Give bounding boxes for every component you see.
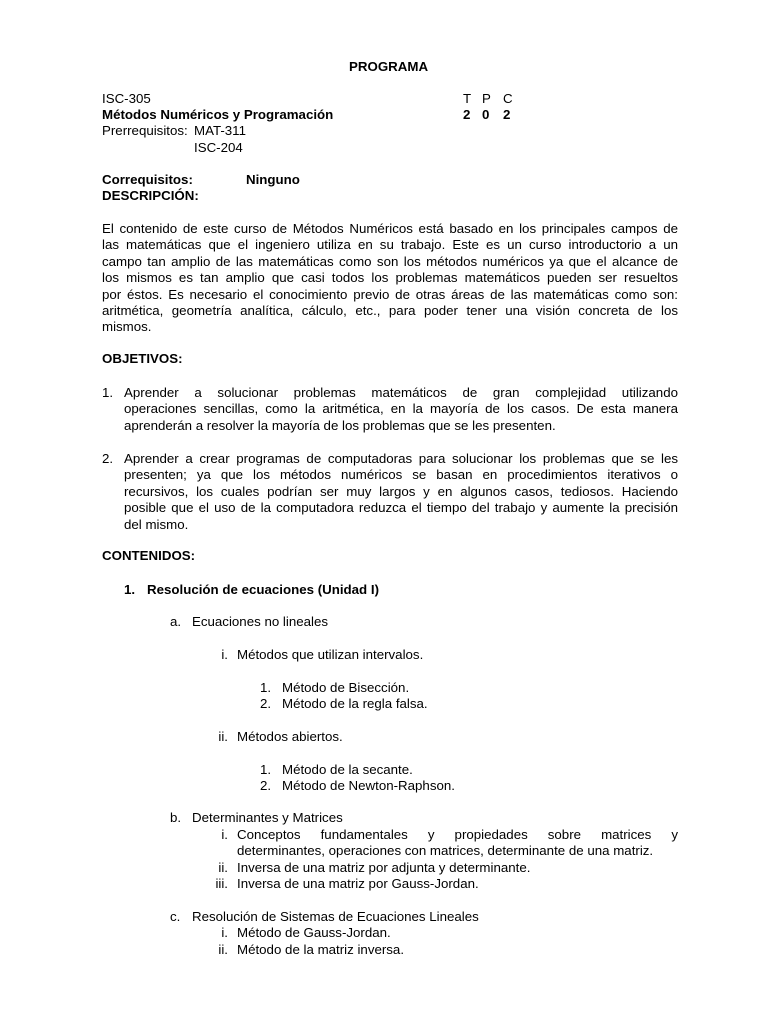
- tpc-header-p: P: [482, 91, 491, 106]
- objetivo-item: [124, 451, 678, 533]
- subsection-item: Inversa de una matriz por adjunta y determinante.: [237, 860, 531, 875]
- objetivo-item: [124, 385, 678, 434]
- method-number: 2.: [260, 778, 272, 793]
- subsection-line: determinantes, operaciones con matrices, determinante de una matriz.: [237, 843, 654, 859]
- method-item: Método de la secante.: [282, 762, 413, 777]
- prereq-label: Prerrequisitos:: [102, 123, 188, 138]
- section-letter: a.: [170, 614, 182, 629]
- method-number: 1.: [260, 762, 272, 777]
- objetivo-line: Aprender a solucionar problemas matemáticos de gran complejidad utilizando: [124, 385, 678, 400]
- tpc-value-p: 0: [482, 107, 490, 122]
- tpc-header-t: T: [463, 91, 472, 106]
- subsection-item: Inversa de una matriz por Gauss-Jordan.: [237, 876, 479, 891]
- coreq-label: Correquisitos:: [102, 172, 193, 187]
- objetivo-line: aprenderán a resolver la mayoría de los problemas que se les presenten.: [124, 417, 556, 433]
- tpc-value-t: 2: [463, 107, 471, 122]
- descripcion-line: El contenido de este curso de Métodos Numéricos está basado en los principales campos de: [102, 221, 678, 236]
- coreq-value: Ninguno: [246, 172, 300, 187]
- unit-number: 1.: [124, 582, 136, 597]
- section-title: Ecuaciones no lineales: [192, 614, 329, 629]
- objetivo-line: operaciones sencillas, como la aritmética, en la mayoría de los casos. De esta manera: [124, 401, 678, 417]
- document-title: PROGRAMA: [349, 59, 429, 74]
- subsection-title: Métodos que utilizan intervalos.: [237, 647, 424, 662]
- tpc-value-c: 2: [503, 107, 511, 122]
- method-item: Método de Newton-Raphson.: [282, 778, 455, 793]
- descripcion-paragraph: [102, 221, 678, 336]
- subsection-number: i.: [221, 925, 228, 940]
- descripcion-line: mismos.: [102, 319, 152, 335]
- section-letter: c.: [170, 909, 181, 924]
- method-number: 1.: [260, 680, 272, 695]
- subsection-title: Métodos abiertos.: [237, 729, 343, 744]
- subsection-item: Método de Gauss-Jordan.: [237, 925, 391, 940]
- course-code: ISC-305: [102, 91, 151, 106]
- section-title: Determinantes y Matrices: [192, 810, 343, 825]
- objetivo-line: Aprender a crear programas de computadoras para solucionar los problemas que se les: [124, 451, 678, 466]
- descripcion-line: los mismos es tan amplio que casi todos los problemas matemáticos pueden ser resueltos: [102, 270, 678, 286]
- section-title: Resolución de Sistemas de Ecuaciones Lineales: [192, 909, 479, 924]
- prereq-2: ISC-204: [194, 140, 243, 155]
- objetivo-line: posible que el uso de la computadora reduzca el tiempo del trabajo y aumente la precisión: [124, 500, 678, 516]
- subsection-number: ii.: [218, 942, 228, 957]
- subsection-number: i.: [221, 827, 228, 842]
- tpc-header-c: C: [503, 91, 513, 106]
- method-item: Método de la regla falsa.: [282, 696, 428, 711]
- subsection-item: Método de la matriz inversa.: [237, 942, 405, 957]
- objetivos-heading: OBJETIVOS:: [102, 351, 183, 366]
- subsection-number: ii.: [218, 729, 228, 744]
- descripcion-line: aritmética, geometría analítica, cálculo, etc., para poder tener una visión concreta de los: [102, 303, 678, 319]
- objetivo-number: 1.: [102, 385, 114, 400]
- course-name: Métodos Numéricos y Programación: [102, 107, 334, 122]
- subsection-line: Conceptos fundamentales y propiedades sobre matrices y: [237, 827, 678, 842]
- unit-title: Resolución de ecuaciones (Unidad I): [147, 582, 380, 597]
- descripcion-line: por éstos. Es necesario el conocimiento previo de otras áreas de las matemáticas como son:: [102, 286, 678, 302]
- objetivo-line: del mismo.: [124, 516, 189, 532]
- objetivo-line: presenten; ya que los métodos numéricos se basan en procedimientos iterativos o: [124, 467, 678, 483]
- objetivo-number: 2.: [102, 451, 114, 466]
- descripcion-heading: DESCRIPCIÓN:: [102, 188, 199, 203]
- prereq-1: MAT-311: [194, 123, 246, 138]
- subsection-number: i.: [221, 647, 228, 662]
- descripcion-line: campo tan amplio de las matemáticas como son los métodos numéricos ya que el alcance de: [102, 253, 678, 269]
- objetivo-line: recursivos, los cuales podrían ser muy largos y en algunos casos, tediosos. Haciendo: [124, 483, 678, 499]
- method-item: Método de Bisección.: [282, 680, 410, 695]
- subsection-item: [237, 827, 678, 860]
- method-number: 2.: [260, 696, 272, 711]
- subsection-number: ii.: [218, 860, 228, 875]
- section-letter: b.: [170, 810, 182, 825]
- descripcion-line: las matemáticas que el ingeniero utiliza en su trabajo. Este es un curso introductorio a un: [102, 237, 678, 253]
- subsection-number: iii.: [215, 876, 228, 891]
- contenidos-heading: CONTENIDOS:: [102, 548, 196, 563]
